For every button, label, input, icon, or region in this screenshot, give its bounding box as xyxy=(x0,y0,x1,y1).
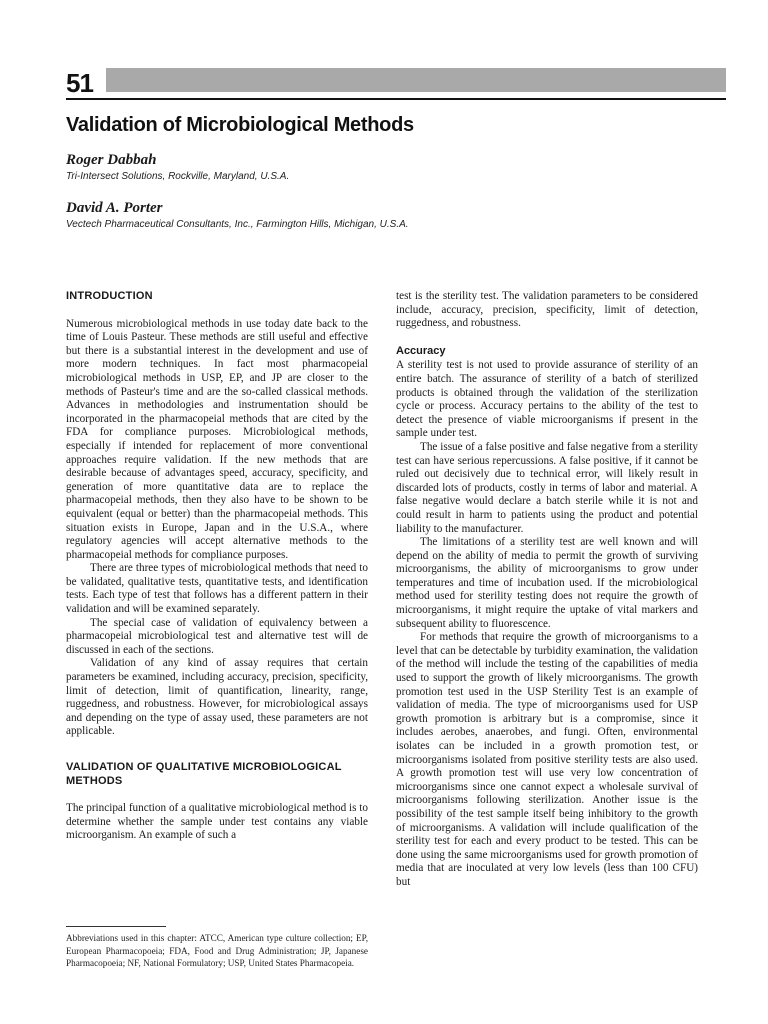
right-column xyxy=(396,290,698,890)
paragraph: There are three types of microbiological methods that need to be validated, qualitative tests, quantitative tests, and identification tests. Each type of test that follows has a different pattern in their validation and will be examined separately. xyxy=(66,562,368,616)
author-affiliation: Tri-Intersect Solutions, Rockville, Maryland, U.S.A. xyxy=(66,171,290,182)
chapter-header xyxy=(66,66,726,100)
paragraph: The principal function of a qualitative microbiological method is to determine whether the sample under test contains any viable microorganism. An example of such a xyxy=(66,802,368,842)
paragraph: Validation of any kind of assay requires that certain parameters be examined, including accuracy, precision, specificity, limit of detection, limit of quantification, linearity, range, ruggedness, and robustness. However, for microbiological assays and depending on the type of assay used, these parameters are not applicable. xyxy=(66,657,368,738)
section-heading-qualitative: VALIDATION OF QUALITATIVE MICROBIOLOGICAL METHODS xyxy=(66,761,342,787)
page-title: Validation of Microbiological Methods xyxy=(66,114,414,136)
paragraph: The special case of validation of equivalency between a pharmacopeial microbiological test and alternative test will de discussed in each of the sections. xyxy=(66,616,368,656)
paragraph-continuation: test is the sterility test. The validation parameters to be considered include, accuracy, precision, specificity, limit of detection, ruggedness, and robustness. xyxy=(396,290,698,330)
footnote: Abbreviations used in this chapter: ATCC, American type culture collection; EP, European Pharmacopoeia; FDA, Food and Drug Administration; JP, Japanese Pharmacopoeia; NF, National Formulatory; USP, United States Pharmacopeia. xyxy=(66,933,368,969)
footnote-rule xyxy=(66,926,166,927)
left-column xyxy=(66,290,368,843)
chapter-number: 51 xyxy=(66,68,93,98)
subsection-heading-accuracy: Accuracy xyxy=(396,344,446,357)
chapter-rule xyxy=(66,98,726,100)
paragraph: A sterility test is not used to provide assurance of sterility of an entire batch. The assurance of sterility of a batch of sterilized products is obtained through the validation of the sterilization cycle or process. Accuracy pertains to the ability of the test to detect the presence of viable microorganisms if present in the sample under test. xyxy=(396,359,698,440)
author-affiliation: Vectech Pharmaceutical Consultants, Inc., Farmington Hills, Michigan, U.S.A. xyxy=(66,219,409,230)
paragraph: The limitations of a sterility test are well known and will depend on the ability of media to permit the growth of surviving microorganisms, the ability of microorganisms to grow under temperatures and time of incubation used. If the microbiological method used for sterility testing does not require the growth of microorganisms, it might require the uptake of vital markers and subsequent ability to fluorescence. xyxy=(396,536,698,630)
section-heading-introduction: INTRODUCTION xyxy=(66,290,153,302)
author-name: Roger Dabbah xyxy=(66,152,157,168)
paragraph: Numerous microbiological methods in use today date back to the time of Louis Pasteur. These methods are still useful and effective but there is a substantial interest in the development and use of more modern techniques. In fact most pharmacopeial microbiological methods in USP, EP, and JP are closer to the methods of Pasteur's time and are the so-called classical methods. Advances in methodologies and instrumentation should be incorporated in the pharmacopeial methods that are cited by the FDA for compliance purposes. Microbiological methods, especially if intended for replacement of more conventional approaches require validation. If the new methods that are desirable because of advantages speed, accuracy, specificity, and generation of more quantitative data are to replace the pharmacopeial methods, then they also have to be shown to be equivalent (equal or better) than the pharmacopeial methods. This situation exists in Europe, Japan and in the U.S.A., where regulatory agencies will accept alternative methods to the pharmacopeial methods for compliance purposes. xyxy=(66,317,368,561)
paragraph: For methods that require the growth of microorganisms to a level that can be detectable by turbidity examination, the validation of the method will include the testing of the capabilities of media used to support the growth of likely microorganisms. The growth promotion test used in the USP Sterility Test is an example of validation of media. The type of microorganisms used for USP growth promotion is arbitrary but is a compromise, since it includes aerobes, anaerobes, and fungi. Often, environmental isolates can be included in a growth promotion test, or microorganisms isolated from positive sterility tests are also used. A growth promotion test will use very low concentration of microorganisms since one cannot expect a wholesale survival of microorganisms following sterilization. Another issue is the possibility of the test sample itself being inhibitory to the growth of microorganisms. A validation will include qualification of the sterility test for each and every product to be tested. This can be done using the same microorganisms used for growth promotion of media that are inoculated at very low levels (less than 100 CFU) but xyxy=(396,631,698,888)
author-name: David A. Porter xyxy=(66,200,163,216)
chapter-bar-fill xyxy=(106,68,726,92)
paragraph: The issue of a false positive and false negative from a sterility test can have serious repercussions. A false positive, if it cannot be ruled out decisively due to technical error, will likely result in discarded lots of products, costly in terms of labor and material. A false negative would declare a batch sterile while it is not and could result in harm to patients using the product and potential liability to the manufacturer. xyxy=(396,440,698,535)
